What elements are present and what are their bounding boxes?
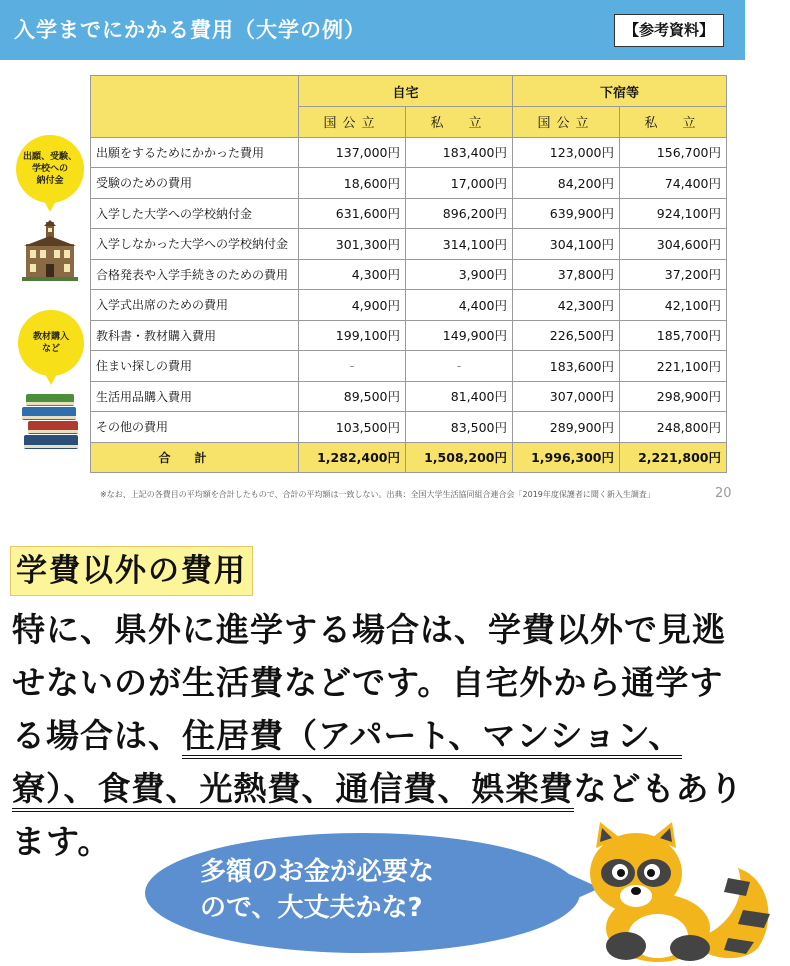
cell-home-public: 137,000円: [299, 137, 406, 168]
body-text-underlined: 住居費（アパート、マンション、寮）、食費、光熱費、通信費、娯楽費: [12, 716, 682, 812]
total-away-private: 2,221,800円: [620, 442, 727, 473]
row-item: 住まい探しの費用: [91, 351, 299, 382]
reference-badge: 【参考資料】: [614, 14, 724, 47]
cell-home-public: -: [299, 351, 406, 382]
cell-away-public: 123,000円: [513, 137, 620, 168]
cell-home-private: 183,400円: [406, 137, 513, 168]
cell-away-private: 221,100円: [620, 351, 727, 382]
tanuki-character-icon: [578, 818, 780, 964]
cell-home-private: 149,900円: [406, 320, 513, 351]
cell-away-private: 298,900円: [620, 381, 727, 412]
row-item: 教科書・教材購入費用: [91, 320, 299, 351]
bubble-fees-text: 出願、受験、 学校への 納付金: [22, 152, 77, 186]
table-row: [91, 168, 727, 199]
cell-away-public: 289,900円: [513, 412, 620, 443]
cell-home-public: 199,100円: [299, 320, 406, 351]
cell-home-private: 3,900円: [406, 259, 513, 290]
cell-away-private: 924,100円: [620, 198, 727, 229]
speech-bubble-fees: [16, 135, 84, 203]
total-row: [91, 442, 727, 473]
cell-home-public: 103,500円: [299, 412, 406, 443]
cell-away-private: 248,800円: [620, 412, 727, 443]
cell-home-public: 18,600円: [299, 168, 406, 199]
body-text-part-1: 特に、県外に進学する場合は、学費以外で見逃せないのが生活費などです。自宅外から通学する場合は、: [12, 610, 726, 755]
row-item: その他の費用: [91, 412, 299, 443]
row-item: 入学しなかった大学への学校納付金: [91, 229, 299, 260]
total-home-public: 1,282,400円: [299, 442, 406, 473]
cell-away-public: 226,500円: [513, 320, 620, 351]
header-home-private: 私 立: [406, 107, 513, 138]
header-away-private: 私 立: [620, 107, 727, 138]
total-home-private: 1,508,200円: [406, 442, 513, 473]
cell-away-private: 304,600円: [620, 229, 727, 260]
row-item: 合格発表や入学手続きのための費用: [91, 259, 299, 290]
source-footnote: ※なお、上記の各費目の平均額を合計したもので、合計の平均額は一致しない。出典：全国大学生活協同組合連合会「2019年度保護者に聞く新入生調査」: [100, 490, 655, 499]
page-number: 20: [715, 486, 732, 501]
total-label: 合計: [91, 442, 299, 473]
page-title: 入学までにかかる費用（大学の例）: [14, 18, 366, 42]
cell-away-public: 84,200円: [513, 168, 620, 199]
cell-home-public: 4,900円: [299, 290, 406, 321]
row-item: 生活用品購入費用: [91, 381, 299, 412]
cell-home-public: 89,500円: [299, 381, 406, 412]
table-row: [91, 351, 727, 382]
header-home-public: 国公立: [299, 107, 406, 138]
cell-away-public: 37,800円: [513, 259, 620, 290]
table-row: [91, 320, 727, 351]
cell-home-private: 314,100円: [406, 229, 513, 260]
cost-table: [90, 75, 727, 473]
cell-home-public: 631,600円: [299, 198, 406, 229]
table-row: [91, 137, 727, 168]
row-item: 入学式出席のための費用: [91, 290, 299, 321]
cell-home-private: -: [406, 351, 513, 382]
cell-away-public: 183,600円: [513, 351, 620, 382]
cell-home-public: 301,300円: [299, 229, 406, 260]
header-away: 下宿等: [513, 76, 727, 107]
header-blank-cell: [91, 76, 299, 138]
cell-home-private: 4,400円: [406, 290, 513, 321]
header-bar: [0, 0, 745, 60]
table-row: [91, 259, 727, 290]
books-stack-icon: [20, 392, 82, 452]
header-away-public: 国公立: [513, 107, 620, 138]
table-row: [91, 198, 727, 229]
header-home: 自宅: [299, 76, 513, 107]
cell-home-private: 896,200円: [406, 198, 513, 229]
row-item: 入学した大学への学校納付金: [91, 198, 299, 229]
cell-away-private: 156,700円: [620, 137, 727, 168]
cell-away-public: 304,100円: [513, 229, 620, 260]
cell-away-private: 37,200円: [620, 259, 727, 290]
cell-away-private: 42,100円: [620, 290, 727, 321]
cell-away-private: 74,400円: [620, 168, 727, 199]
row-item: 出願をするためにかかった費用: [91, 137, 299, 168]
cell-away-public: 307,000円: [513, 381, 620, 412]
table-row: [91, 412, 727, 443]
cell-home-public: 4,300円: [299, 259, 406, 290]
total-away-public: 1,996,300円: [513, 442, 620, 473]
cell-away-public: 639,900円: [513, 198, 620, 229]
bubble-materials-text: 教材購入 など: [32, 332, 69, 354]
cell-home-private: 83,500円: [406, 412, 513, 443]
cell-away-public: 42,300円: [513, 290, 620, 321]
body-text-part-2: などもあります。: [12, 769, 744, 861]
cell-home-private: 81,400円: [406, 381, 513, 412]
cell-away-private: 185,700円: [620, 320, 727, 351]
speech-bubble-materials: [18, 310, 84, 376]
university-building-icon: [22, 220, 78, 282]
table-row: [91, 229, 727, 260]
table-row: [91, 290, 727, 321]
cost-table-wrapper: [90, 75, 727, 473]
table-row: [91, 381, 727, 412]
cell-home-private: 17,000円: [406, 168, 513, 199]
section-heading: 学費以外の費用: [10, 546, 253, 596]
row-item: 受験のための費用: [91, 168, 299, 199]
speech-bubble-text: 多額のお金が必要な ので、大丈夫かな?: [200, 857, 435, 923]
